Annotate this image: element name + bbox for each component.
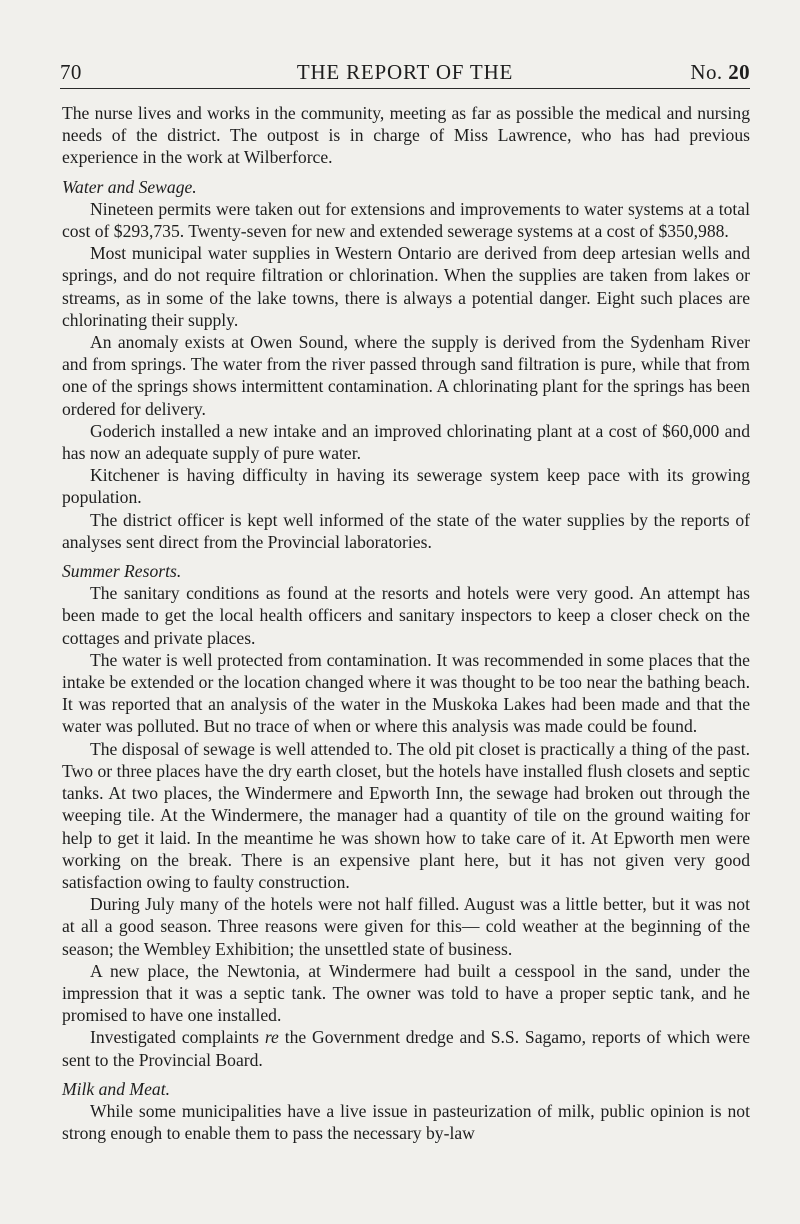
- latin-term: re: [264, 1027, 279, 1048]
- running-header: [60, 60, 750, 89]
- report-number-prefix: No.: [690, 60, 723, 84]
- paragraph: Goderich installed a new intake and an improved chlorinating plant at a cost of $60,000 and has now an adequate supply of pure water.: [62, 420, 750, 464]
- text-run: Investigated complaints: [90, 1027, 265, 1048]
- report-number-value: 20: [728, 60, 750, 84]
- section-heading-milk-meat: Milk and Meat.: [62, 1078, 170, 1099]
- running-title: THE REPORT OF THE: [296, 60, 514, 84]
- page-number: 70: [60, 60, 82, 84]
- report-number: [690, 60, 750, 85]
- intro-paragraph: The nurse lives and works in the community, meeting as far as possible the medical and nursing needs of the district. The outpost is in charge of Miss Lawrence, who has had previous experience in the work at Wilberforce.: [62, 103, 750, 168]
- body-text: [62, 102, 750, 1144]
- section-heading-water: Water and Sewage.: [62, 176, 197, 197]
- paragraph: During July many of the hotels were not half filled. August was a little better, but it was not at all a good season. Three reasons were given for this— cold weather at the beginning of the season; the Wembley Exhibition; the unsettled state of business.: [62, 894, 750, 959]
- paragraph: [62, 1026, 750, 1070]
- paragraph: The sanitary conditions as found at the resorts and hotels were very good. An attempt has been made to get the local health officers and sanitary inspectors to keep a closer check on the cottages and private places.: [62, 583, 750, 648]
- section-heading-summer-resorts: Summer Resorts.: [62, 561, 182, 582]
- paragraph: While some municipalities have a live issue in pasteurization of milk, public opinion is not strong enough to enable them to pass the necessary by-law: [62, 1100, 750, 1144]
- paragraph: The disposal of sewage is well attended to. The old pit closet is practically a thing of the past. Two or three places have the dry earth closet, but the hotels have installed flush closets and septic tanks. At two places, the Windermere and Epworth Inn, the sewage had broken out through the weeping tile. At the Windermere, the manager had a quantity of tile on the ground waiting for help to get it laid. In the meantime he was shown how to take care of it. At Epworth men were working on the break. There is an expensive plant here, but it has not given very good satisfaction owing to faulty construction.: [62, 738, 750, 892]
- paragraph: Most municipal water supplies in Western Ontario are derived from deep artesian wells and springs, and do not require filtration or chlorination. When the supplies are taken from lakes or streams, as in some of the lake towns, there is always a potential danger. Eight such places are chlorinating their supply.: [62, 243, 750, 330]
- paragraph: A new place, the Newtonia, at Windermere had built a cesspool in the sand, under the impression that it was a septic tank. The owner was told to have a proper septic tank, and he promised to have one installed.: [62, 960, 750, 1026]
- paragraph: An anomaly exists at Owen Sound, where the supply is derived from the Sydenham River and from springs. The water from the river passed through sand filtration is pure, while that from one of the springs shows intermittent contamination. A chlorinating plant for the springs has been ordered for delivery.: [62, 332, 750, 419]
- paragraph: The water is well protected from contamination. It was recommended in some places that the intake be extended or the location changed where it was thought to be too near the bathing beach. It was reported that an analysis of the water in the Muskoka Lakes had been made and that the water was polluted. But no trace of when or where this analysis was made could be found.: [62, 649, 750, 737]
- paragraph: Kitchener is having difficulty in having its sewerage system keep pace with its growing population.: [62, 465, 750, 508]
- paragraph: The district officer is kept well informed of the state of the water supplies by the reports of analyses sent direct from the Provincial laboratories.: [62, 509, 750, 552]
- text-run: the Government dredge and S.S. Sagamo, reports of which were sent to the Provincial Board.: [62, 1027, 750, 1070]
- paragraph: Nineteen permits were taken out for extensions and improvements to water systems at a total cost of $293,735. Twenty-seven for new and extended sewerage systems at a cost of $350,988.: [62, 198, 750, 242]
